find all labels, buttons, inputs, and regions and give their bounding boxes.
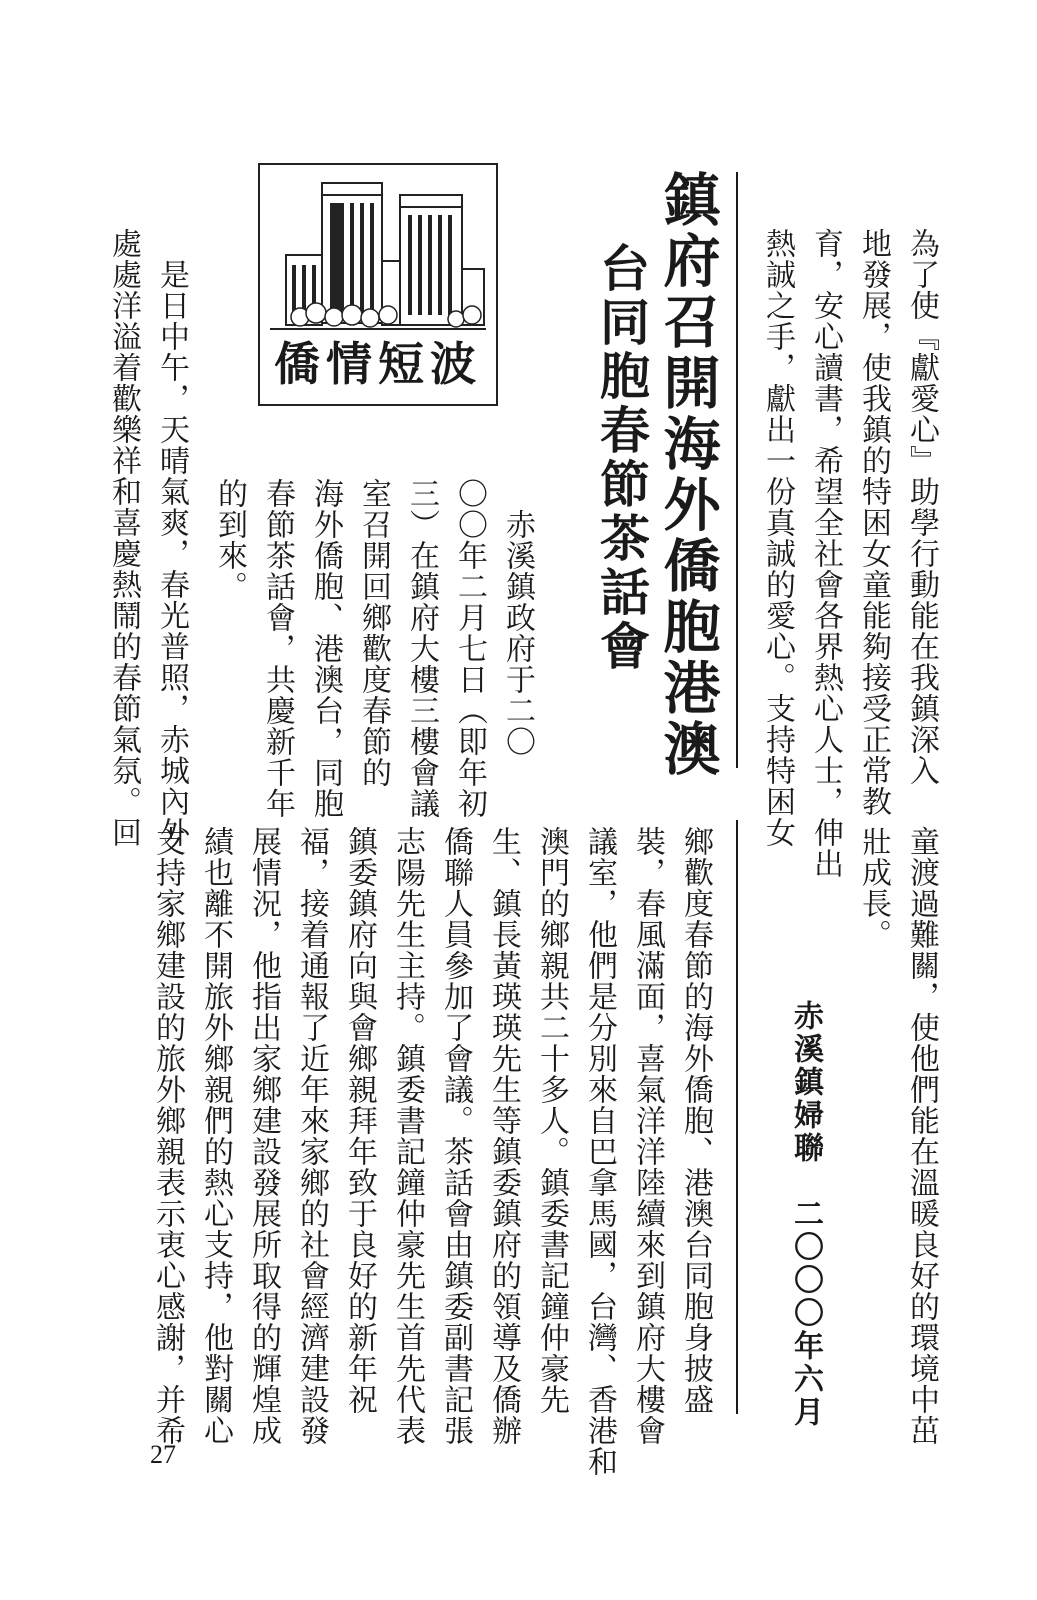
headline-sub: 台同胞春節茶話會 xyxy=(592,242,650,674)
page-number: 27 xyxy=(150,1440,176,1469)
signature: 赤溪鎮婦聯 二〇〇〇年六月 xyxy=(788,1000,823,1429)
city-buildings-illustration xyxy=(260,165,496,335)
article-paragraph-opening: 是日中午，天晴氣爽，春光普照，赤城內外 處處洋溢着歡樂祥和喜慶熱鬧的春節氣氛。回 xyxy=(106,228,189,848)
prev-article-text: 為了使『獻愛心』助學行動能在我鎮深入 地發展，使我鎮的特困女童能夠接受正常教 育，安心讀書，希望全社會各界熱心人士，伸出 熱誠之手，獻出一份真誠的愛心。支持特困女 xyxy=(760,228,939,879)
column-logo xyxy=(258,163,498,406)
headline-main: 鎮府召開海外僑胞港澳 xyxy=(654,170,720,780)
column-logo-text: 僑情短波 xyxy=(274,337,482,391)
column-divider-lower xyxy=(736,820,738,1414)
article-intro: 赤溪鎮政府于二〇 〇〇年二月七日（即年初 三）在鎮府大樓三樓會議 室召開回鄉歡度春節的 海外僑胞、港澳台，同胞 春節茶話會，共慶新千年 的到來。 xyxy=(212,478,535,819)
column-divider xyxy=(736,172,738,768)
article-continuation: 鄉歡度春節的海外僑胞、港澳台同胞身披盛 裝，春風滿面，喜氣洋洋陸續來到鎮府大樓會 議室，他們是分別來自巴拿馬國，台灣、香港和 澳門的鄉親共二十多人。鎮委書記鐘仲豪先 生、鎮長黃瑛瑛先生等鎮委鎮府的領導及僑辦 僑聯人員參加了會議。茶話會由鎮委副書記張 志陽先生主持。鎮委書記鐘仲豪先生首先代表 鎮委鎮府向與會鄉親拜年致于良好的新年祝 福，接着通報了近年來家鄉的社會經濟建設發 展情況，他指出家鄉建設發展所取得的輝煌成 績也離不開旅外鄉親們的熱心支持，他對關心 支持家鄉建設的旅外鄉親表示衷心感謝，并希 xyxy=(150,826,713,1477)
prev-article-continuation: 童渡過難關，使他們能在溫暖良好的環境中茁 壯成長。 xyxy=(856,826,939,1446)
